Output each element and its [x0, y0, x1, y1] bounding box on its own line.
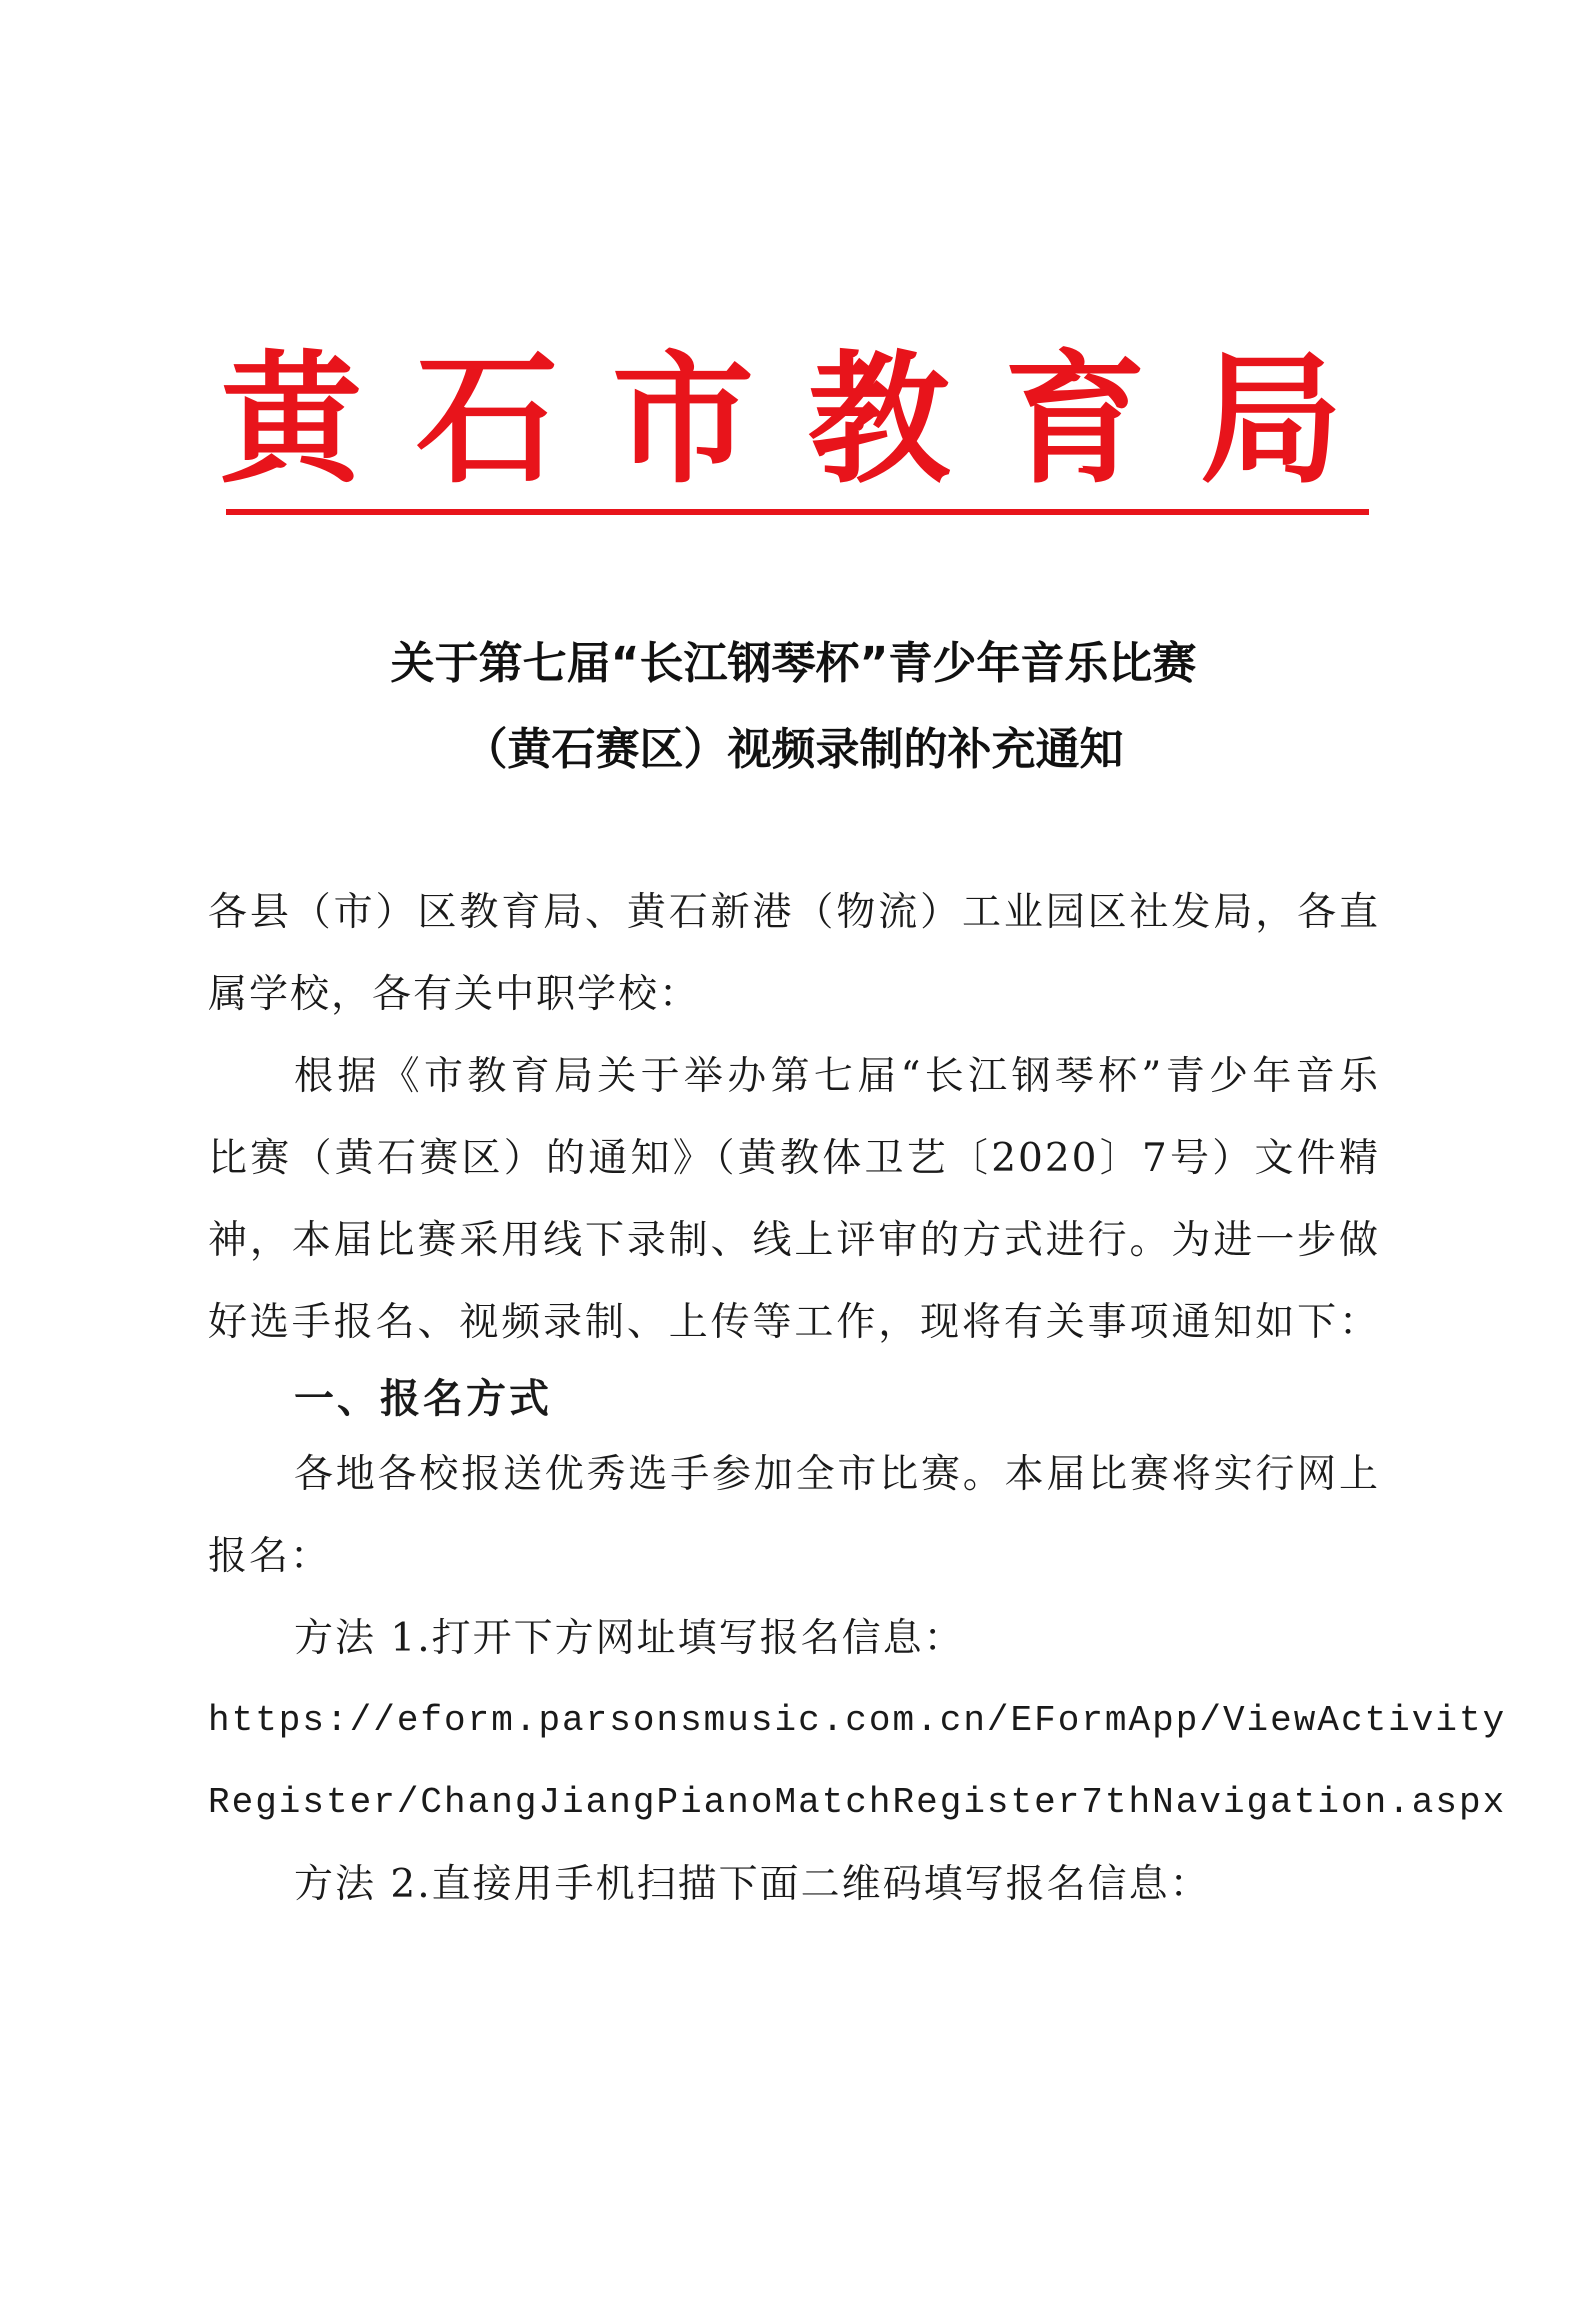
paragraph-1-line-1: 根据《市教育局关于举办第七届“长江钢琴杯”青少年音乐 — [294, 1054, 1380, 1099]
document-body — [208, 872, 1507, 1926]
method-2-text: 方法 2.直接用手机扫描下面二维码填写报名信息： — [294, 1862, 1211, 1907]
document-title-line-1: 关于第七届“长江钢琴杯”青少年音乐比赛 — [390, 638, 1197, 689]
addressee-line-1: 各县（市）区教育局、黄石新港（物流）工业园区社发局，各直 — [208, 890, 1380, 935]
section-1-paragraph-line-1: 各地各校报送优秀选手参加全市比赛。本届比赛将实行网上 — [294, 1452, 1380, 1497]
paragraph-1-line-2: 比赛（黄石赛区）的通知》（黄教体卫艺〔2020〕7号）文件精 — [208, 1136, 1380, 1181]
addressee-line-2: 属学校，各有关中职学校： — [208, 972, 701, 1017]
letterhead-title: 黄石市教育局 — [220, 337, 1396, 503]
method-1-text: 方法 1.打开下方网址填写报名信息： — [294, 1616, 965, 1661]
paragraph-1-line-4: 好选手报名、视频录制、上传等工作，现将有关事项通知如下： — [208, 1300, 1380, 1345]
registration-url-line-2: Register/ChangJiangPianoMatchRegister7thNavigation.aspx — [208, 1782, 1507, 1823]
section-1-paragraph-line-2: 报名： — [208, 1534, 332, 1579]
registration-url-line-1: https://eform.parsonsmusic.com.cn/EFormApp/ViewActivity — [208, 1700, 1507, 1741]
section-1-heading: 一、报名方式 — [294, 1376, 552, 1422]
document-title-line-2: （黄石赛区）视频录制的补充通知 — [463, 724, 1124, 775]
paragraph-1-line-3: 神，本届比赛采用线下录制、线上评审的方式进行。为进一步做 — [208, 1218, 1380, 1263]
letterhead-red-rule — [226, 509, 1369, 515]
